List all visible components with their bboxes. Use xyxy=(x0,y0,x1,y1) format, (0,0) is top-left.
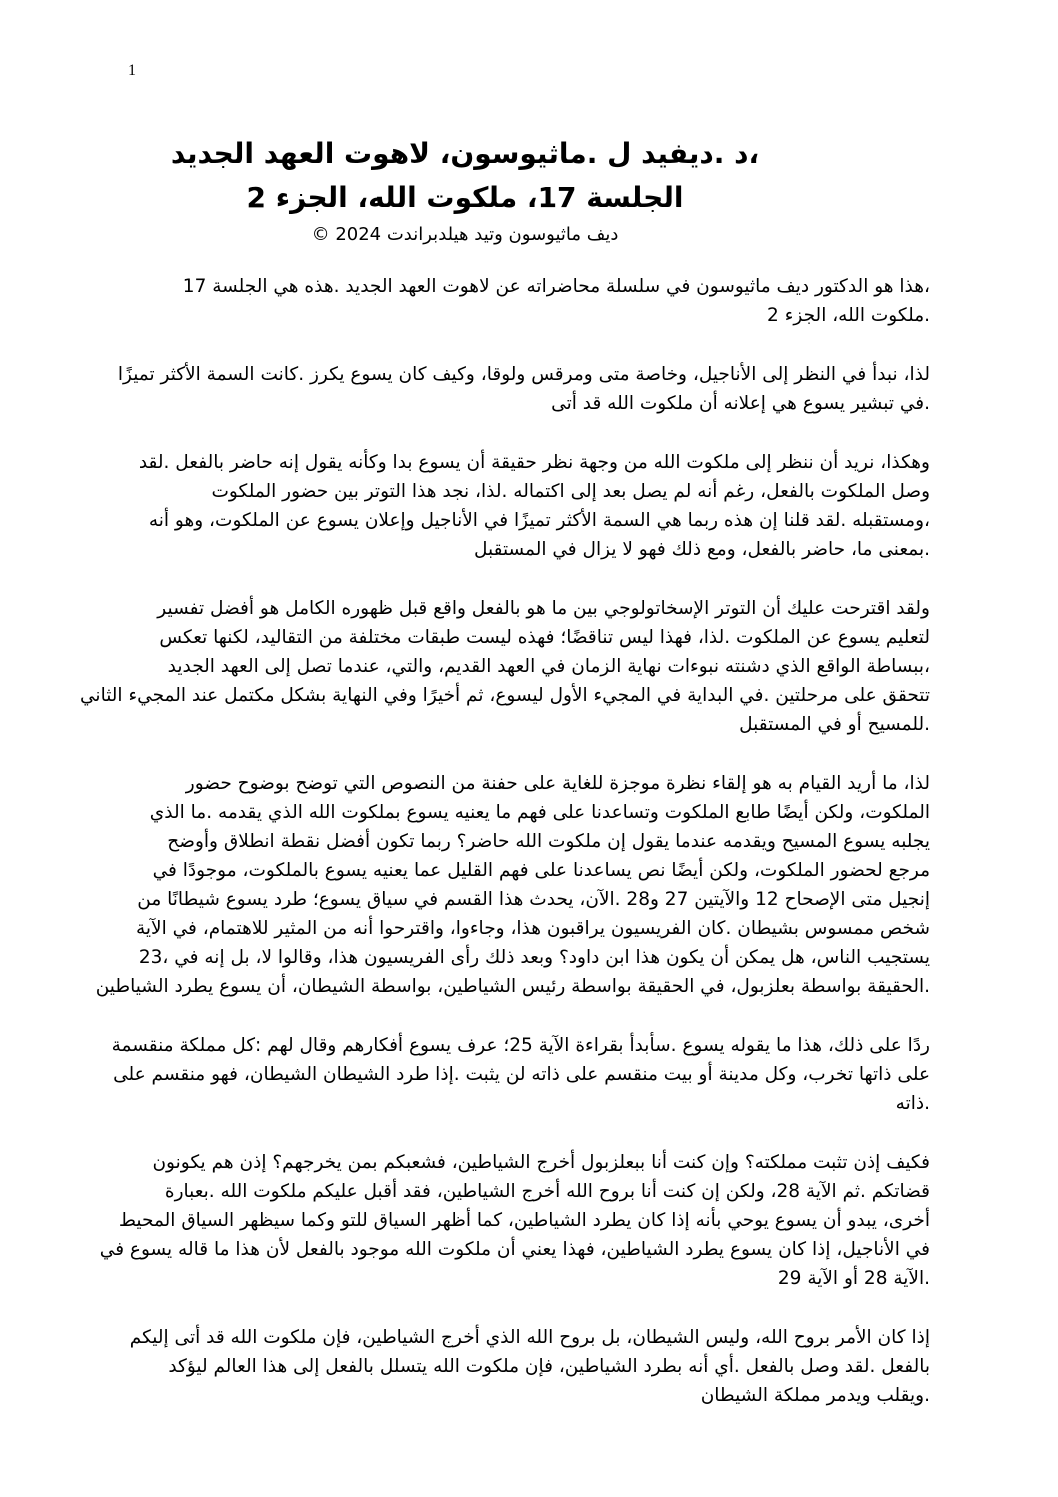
paragraph xyxy=(128,272,930,330)
paragraph-line: على ذاتها تخرب، وكل مدينة أو بيت منقسم على ذاته لن يثبت .إذا طرد الشيطان الشيطان، فهو منقسم على xyxy=(113,1064,930,1085)
paragraph-line: مرجع لحضور الملكوت، ولكن أيضًا نص يساعدنا على فهم القليل عما يعنيه يسوع بالملكوت، موجودًا في xyxy=(152,860,930,881)
paragraph-line: بالفعل .لقد وصل بالفعل .أي أنه بطرد الشياطين، فإن ملكوت الله يتسلل بالفعل إلى هذا العالم ليؤكد xyxy=(168,1356,930,1377)
page-number: 1 xyxy=(128,62,136,79)
paragraph xyxy=(99,1148,930,1293)
paragraph-line: ردًا على ذلك، هذا ما يقوله يسوع .سأبدأ بقراءة الآية 25؛ عرف يسوع أفكارهم وقال لهم :كل مملكة منقسمة xyxy=(111,1035,930,1056)
paragraph xyxy=(128,1323,930,1410)
paragraph-line: لتعليم يسوع عن الملكوت .لذا، فهذا ليس تناقضًا؛ فهذه ليست طبقات مختلفة من التقاليد، لكنها تعكس xyxy=(159,627,930,648)
paragraph-line: في الأناجيل، إذا كان يسوع يطرد الشياطين، فهذا يعني أن ملكوت الله موجود بالفعل لأن هذا ما قاله يسوع في xyxy=(99,1239,930,1260)
paragraph-line: ،هذا هو الدكتور ديف ماثيوسون في سلسلة محاضراته عن لاهوت العهد الجديد .هذه هي الجلسة 17 xyxy=(182,276,930,297)
paragraph-line: تتحقق على مرحلتين .في البداية في المجيء الأول ليسوع، ثم أخيرًا وفي النهاية بشكل مكتمل عند المجيء الثاني xyxy=(80,685,930,706)
paragraph-line: شخص ممسوس بشيطان .كان الفريسيون يراقبون هذا، وجاءوا، واقترحوا أنه من المثير للاهتمام، في الآية xyxy=(135,918,930,939)
paragraph xyxy=(80,594,930,739)
paragraph-line: أخرى، يبدو أن يسوع يوحي بأنه إذا كان يطرد الشياطين، كما أظهر السياق للتو وكما سيظهر السياق المحيط xyxy=(118,1210,930,1231)
paragraph-line: .ذاته xyxy=(895,1093,930,1114)
paragraph-line: إذا كان الأمر بروح الله، وليس الشيطان، بل بروح الله الذي أخرج الشياطين، فإن ملكوت الله قد أتى إليكم xyxy=(129,1327,930,1348)
paragraph xyxy=(111,1031,930,1118)
paragraph-line: ،ببساطة الواقع الذي دشنته نبوءات نهاية الزمان في العهد القديم، والتي، عندما تصل إلى العهد الجديد xyxy=(167,656,930,677)
paragraph-line: وهكذا، نريد أن ننظر إلى ملكوت الله من وجهة نظر حقيقة أن يسوع بدا وكأنه يقول إنه حاضر بالفعل .لقد xyxy=(138,452,930,473)
paragraph xyxy=(95,769,930,1001)
paragraph-line: .الآية 28 أو الآية 29 xyxy=(777,1268,930,1289)
paragraph-line: إنجيل متى الإصحاح 12 والآيتين 27 و28 .الآن، يحدث هذا القسم في سياق يسوع؛ طرد يسوع شيطانًا من xyxy=(137,889,930,910)
paragraph-line: .ملكوت الله، الجزء 2 xyxy=(767,305,930,326)
transcript-body xyxy=(80,272,930,1440)
document-header xyxy=(150,132,780,248)
paragraph-line: .بمعنى ما، حاضر بالفعل، ومع ذلك فهو لا يزال في المستقبل xyxy=(474,539,930,560)
paragraph-line: فكيف إذن تثبت مملكته؟ وإن كنت أنا ببعلزبول أخرج الشياطين، فشعبكم بمن يخرجهم؟ إذن هم يكونون xyxy=(152,1152,930,1173)
document-title: ،د .ديفيد ل .ماثيوسون، لاهوت العهد الجديد xyxy=(170,137,760,170)
paragraph-line: الملكوت، ولكن أيضًا طابع الملكوت وتساعدنا على فهم ما يعنيه يسوع بملكوت الله الذي يقدمه .ما الذي xyxy=(149,802,930,823)
paragraph-line: ولقد اقترحت عليك أن التوتر الإسخاتولوجي بين ما هو بالفعل واقع قبل ظهوره الكامل هو أفضل تفسير xyxy=(157,598,930,619)
paragraph-line: ،ومستقبله .لقد قلنا إن هذه ربما هي السمة الأكثر تميزًا في الأناجيل وإعلان يسوع عن الملكوت، وهو أنه xyxy=(148,510,930,531)
paragraph-line: يجلبه يسوع المسيح ويقدمه عندما يقول إن ملكوت الله حاضر؟ ربما تكون أفضل نقطة انطلاق وأوضح xyxy=(167,831,930,852)
paragraph xyxy=(117,360,930,418)
paragraph-line: .في تبشير يسوع هي إعلانه أن ملكوت الله قد أتى xyxy=(551,393,930,414)
paragraph-line: .الحقيقة بواسطة بعلزبول، في الحقيقة بواسطة رئيس الشياطين، بواسطة الشيطان، أن يسوع يطرد الشياطين xyxy=(95,976,930,997)
paragraph-line: لذا، نبدأ في النظر إلى الأناجيل، وخاصة متى ومرقس ولوقا، وكيف كان يسوع يكرز .كانت السمة الأكثر تميزًا xyxy=(117,364,930,385)
paragraph-line: وصل الملكوت بالفعل، رغم أنه لم يصل بعد إلى اكتماله .لذا، نجد هذا التوتر بين حضور الملكوت xyxy=(211,481,930,502)
copyright-notice: ديف ماثيوسون وتيد هيلدبراندت 2024 © xyxy=(311,224,619,245)
paragraph-line: .ويقلب ويدمر مملكة الشيطان xyxy=(700,1385,930,1406)
paragraph-line: .للمسيح أو في المستقبل xyxy=(739,714,930,735)
paragraph xyxy=(128,448,930,564)
paragraph-line: لذا، ما أريد القيام به هو إلقاء نظرة موجزة للغاية على حفنة من النصوص التي توضح بوضوح حضور xyxy=(185,773,930,794)
paragraph-line: يستجيب الناس، هل يمكن أن يكون هذا ابن داود؟ وبعد ذلك رأى الفريسيون هذا، وقالوا لا، بل إنه في ،23 xyxy=(138,947,930,968)
session-title: الجلسة 17، ملكوت الله، الجزء 2 xyxy=(246,181,684,214)
paragraph-line: قضاتكم .ثم الآية 28، ولكن إن كنت أنا بروح الله أخرج الشياطين، فقد أقبل عليكم ملكوت الله .بعبارة xyxy=(164,1181,930,1202)
